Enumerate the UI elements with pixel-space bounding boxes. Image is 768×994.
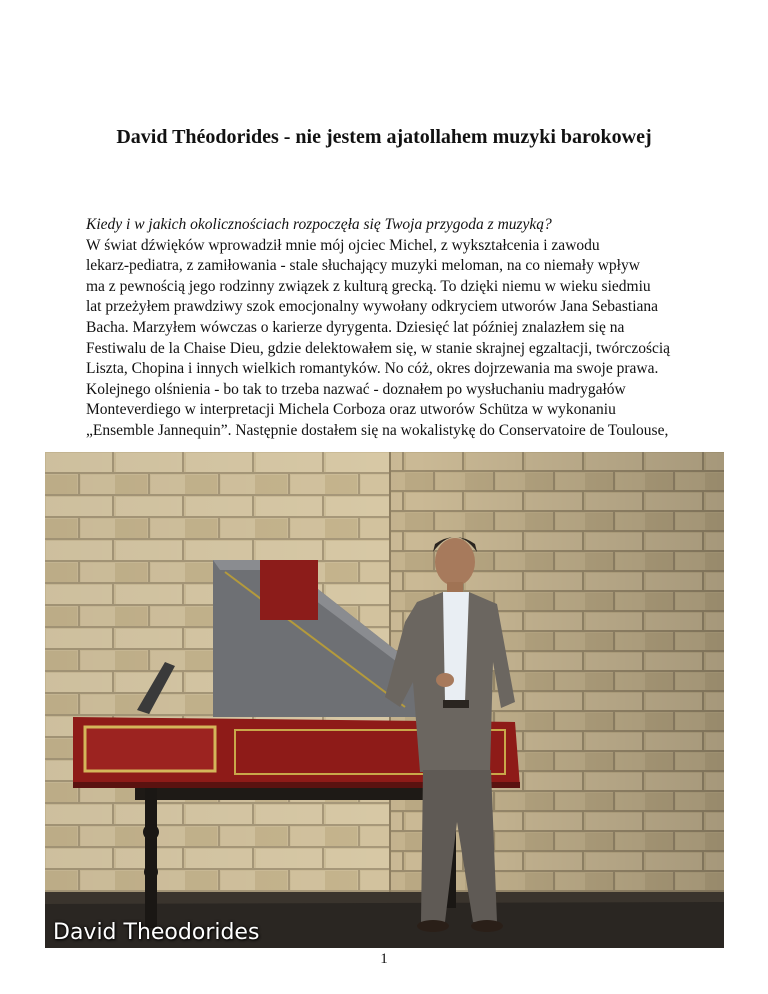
answer-line: Monteverdiego w interpretacji Michela Corboza oraz utworów Schütza w wykonaniu	[86, 401, 616, 419]
interview-answer	[47, 236, 727, 442]
answer-line: Bacha. Marzyłem wówczas o karierze dyrygenta. Dziesięć lat później znalazłem się na	[86, 318, 625, 336]
answer-line: Festiwalu de la Chaise Dieu, gdzie delektowałem się, w stanie skrajnej egzaltacji, twórczością	[86, 339, 671, 357]
photo-caption: David Theodorides	[53, 920, 260, 945]
answer-line: „Ensemble Jannequin”. Następnie dostałem się na wokalistykę do Conservatoire de Toulouse,	[86, 421, 669, 439]
harpsichord-photo	[45, 452, 724, 948]
answer-line: W świat dźwięków wprowadził mnie mój ojciec Michel, z wykształcenia i zawodu	[86, 236, 600, 254]
interview-question: Kiedy i w jakich okolicznościach rozpoczęła się Twoja przygoda z muzyką?	[86, 216, 552, 233]
article-title: David Théodorides - nie jestem ajatollahem muzyki barokowej	[116, 126, 652, 148]
article-body	[47, 215, 727, 442]
page-number: 1	[380, 951, 388, 967]
answer-line: Kolejnego olśnienia - bo tak to trzeba nazwać - doznałem po wysłuchaniu madrygałów	[86, 380, 626, 398]
photo-illustration	[45, 452, 724, 948]
answer-line: Liszta, Chopina i innych wielkich romantyków. No cóż, okres dojrzewania ma swoje prawa.	[86, 360, 659, 378]
answer-line: lat przeżyłem prawdziwy szok emocjonalny wywołany odkryciem utworów Jana Sebastiana	[86, 298, 659, 316]
answer-line: ma z pewnością jego rodzinny związek z kulturą grecką. To dzięki niemu w wieku siedmiu	[86, 277, 651, 295]
answer-line: lekarz-pediatra, z zamiłowania - stale słuchający muzyki meloman, na co niemały wpływ	[86, 257, 640, 275]
